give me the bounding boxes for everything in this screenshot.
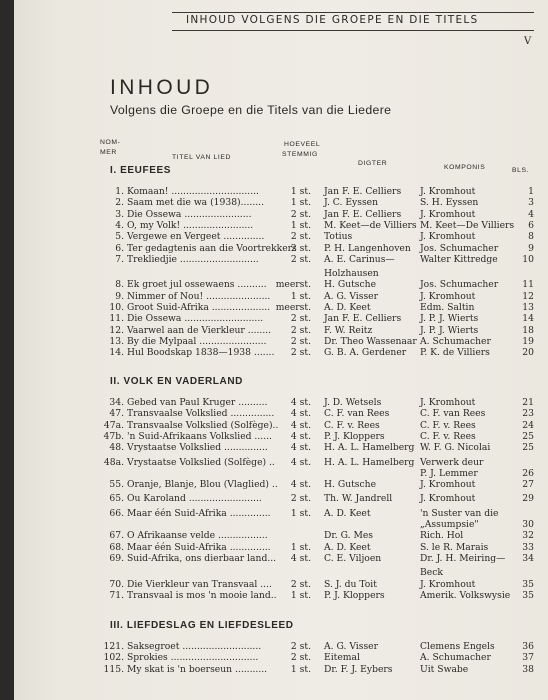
column-header-nommer-1: NOM- [100, 139, 121, 146]
composer-name: J. Kromhout [420, 231, 476, 243]
composer-name: J. Kromhout [420, 493, 476, 505]
song-title: 'n Suid-Afrikaans Volkslied ...... [127, 430, 272, 442]
poet-name: Totius [324, 231, 353, 243]
toc-row [14, 336, 548, 347]
stanza-count: 4 st. [290, 430, 311, 442]
toc-row [14, 519, 548, 530]
composer-name: 'n Suster van die [420, 507, 499, 519]
page-ref: 36 [522, 641, 534, 652]
page-title: INHOUD [110, 76, 214, 99]
song-title: Suid-Afrika, ons dierbaar land... [127, 552, 277, 564]
stanza-count: 2 st. [290, 242, 311, 254]
poet-name: F. W. Reitz [324, 324, 373, 336]
stanza-count: 2 st. [290, 335, 311, 347]
song-title: Vaarwel aan de Vierkleur ........ [127, 324, 272, 336]
poet-name: P. J. Kloppers [324, 430, 385, 442]
composer-name: W. F. G. Nicolai [420, 442, 491, 454]
song-number: 34. [109, 397, 124, 408]
poet-name: Eitemal [324, 652, 360, 664]
page-ref: 10 [522, 253, 534, 265]
toc-row [14, 397, 548, 408]
page-ref: 29 [522, 493, 534, 505]
composer-name: M. Keet—De Villiers [420, 219, 515, 231]
toc-row [14, 268, 548, 279]
toc-row [14, 590, 548, 601]
composer-name: S. H. Eyssen [420, 197, 479, 209]
song-title: Saam met die wa (1938)........ [127, 197, 264, 209]
poet-name: A. E. Carinus— [324, 253, 395, 265]
page-ref: 23 [522, 408, 534, 420]
toc-row [14, 579, 548, 590]
poet-name: J. C. Eyssen [324, 197, 379, 209]
composer-name: Beck [420, 567, 443, 579]
composer-name: Jos. Schumacher [420, 242, 499, 254]
song-number: 10. [109, 302, 124, 313]
column-header-titel: TITEL VAN LIED [172, 154, 232, 161]
poet-name: C. F. van Rees [324, 408, 390, 420]
page-ref: 13 [522, 302, 534, 313]
stanza-count: 2 st. [290, 652, 311, 664]
song-title: O Afrikaanse velde ................. [127, 530, 268, 542]
song-title: Trekliedjie ........................... [127, 253, 259, 265]
composer-name: J. Kromhout [420, 290, 476, 302]
composer-name: S. le R. Marais [420, 541, 489, 553]
stanza-count: 4 st. [290, 408, 311, 420]
toc-row [14, 567, 548, 578]
song-title: Ter gedagtenis aan die Voortrekkers [127, 242, 297, 254]
song-title: Sprokies .............................. [127, 652, 259, 664]
song-title: Hul Boodskap 1838—1938 ....... [127, 347, 275, 359]
stanza-count: 4 st. [290, 442, 311, 454]
stanza-count: meerst. [275, 302, 311, 313]
stanza-count: 2 st. [290, 231, 311, 243]
page-ref: 33 [522, 541, 534, 553]
composer-name: Edm. Saltin [420, 302, 475, 313]
section-heading: III. LIEFDESLAG EN LIEFDESLEED [110, 620, 294, 631]
toc-row [14, 641, 548, 652]
poet-name: H. A. L. Hamelberg [324, 442, 415, 454]
composer-name: Dr. J. H. Meiring— [420, 552, 506, 564]
stanza-count: 4 st. [290, 552, 311, 564]
toc-row [14, 553, 548, 564]
song-title: By die Mylpaal ....................... [127, 335, 267, 347]
toc-row [14, 431, 548, 442]
song-number: 48a. [103, 456, 124, 468]
song-number: 47. [109, 408, 124, 420]
composer-name: J. Kromhout [420, 479, 476, 491]
toc-row [14, 209, 548, 220]
page-ref: 4 [528, 208, 534, 220]
page-ref: 35 [522, 589, 534, 601]
poet-name: S. J. du Toit [324, 578, 377, 590]
poet-name: H. Gutsche [324, 479, 377, 491]
stanza-count: 2 st. [290, 313, 311, 325]
page-subtitle: Volgens die Groepe en die Titels van die Liedere [110, 103, 392, 117]
song-title: Vergewe en Vergeet .............. [127, 231, 265, 243]
stanza-count: 2 st. [290, 253, 311, 265]
poet-name: M. Keet—de Villiers [324, 219, 417, 231]
page-ref: 25 [522, 430, 534, 442]
composer-name: Walter Kittredge [420, 253, 498, 265]
stanza-count: 1 st. [290, 589, 311, 601]
toc-row [14, 493, 548, 504]
poet-name: P. H. Langenhoven [324, 242, 411, 254]
composer-name: C. F. v. Rees [420, 419, 476, 431]
song-title: Ek groet jul ossewaens .......... [127, 279, 267, 291]
poet-name: Jan F. E. Celliers [324, 186, 402, 197]
toc-row [14, 347, 548, 358]
toc-row [14, 220, 548, 231]
stanza-count: 1 st. [290, 186, 311, 197]
song-title: Transvaalse Volkslied ............... [127, 408, 275, 420]
column-header-bls: BLS. [512, 167, 530, 174]
poet-name: P. J. Kloppers [324, 589, 385, 601]
column-header-hoeveel-2: STEMMIG [282, 151, 318, 158]
stanza-count: 1 st. [290, 663, 311, 675]
poet-name: Dr. Theo Wassenaar [324, 335, 417, 347]
stanza-count: 2 st. [290, 208, 311, 220]
running-header: INHOUD VOLGENS DIE GROEPE EN DIE TITELS [186, 14, 479, 26]
song-number: 11. [109, 313, 124, 325]
poet-name: Dr. G. Mes [324, 530, 373, 542]
song-title: Saksegroet ........................... [127, 641, 262, 652]
song-number: 121. [103, 641, 124, 652]
page-ref: 8 [528, 231, 534, 243]
composer-name: J. Kromhout [420, 397, 476, 408]
page-ref: 3 [528, 197, 534, 209]
song-title: O, my Volk! ........................ [127, 219, 254, 231]
composer-name: J. P. J. Wierts [420, 324, 479, 336]
composer-name: J. Kromhout [420, 578, 476, 590]
toc-row [14, 420, 548, 431]
poet-name: Jan F. E. Celliers [324, 208, 402, 220]
toc-row [14, 197, 548, 208]
stanza-count: 2 st. [290, 493, 311, 505]
toc-row [14, 243, 548, 254]
song-number: 47b. [103, 430, 124, 442]
page-ref: 21 [522, 397, 534, 408]
song-title: My skat is 'n boerseun ........... [127, 663, 268, 675]
song-title: Ou Karoland ......................... [127, 493, 262, 505]
stanza-count: 4 st. [290, 456, 311, 468]
page-ref: 35 [522, 578, 534, 590]
page-ref: 32 [522, 530, 534, 542]
song-number: 5. [115, 231, 124, 243]
composer-name: P. J. Lemmer [420, 467, 478, 479]
toc-row [14, 325, 548, 336]
header-rule-bottom [172, 30, 534, 31]
toc-row [14, 542, 548, 553]
page-ref: 12 [522, 290, 534, 302]
toc-row [14, 468, 548, 479]
page-ref: 25 [522, 442, 534, 454]
toc-row [14, 279, 548, 290]
poet-name: J. D. Wetsels [324, 397, 382, 408]
poet-name: A. D. Keet [324, 507, 371, 519]
song-number: 1. [115, 186, 124, 197]
poet-name: C. E. Viljoen [324, 552, 382, 564]
toc-row [14, 442, 548, 453]
page-ref: 38 [522, 663, 534, 675]
composer-name: J. Kromhout [420, 208, 476, 220]
poet-name: Dr. F. J. Eybers [324, 663, 393, 675]
page-ref: 6 [528, 219, 534, 231]
song-title: Nimmer of Nou! ...................... [127, 290, 271, 302]
stanza-count: 2 st. [290, 347, 311, 359]
page-ref: 18 [522, 324, 534, 336]
song-title: Transvaalse Volkslied (Solfège).. [127, 419, 279, 431]
stanza-count: 1 st. [290, 541, 311, 553]
song-number: 71. [109, 589, 124, 601]
poet-name: H. A. L. Hamelberg [324, 456, 415, 468]
song-title: Maar één Suid-Afrika .............. [127, 541, 271, 553]
song-title: Komaan! .............................. [127, 186, 259, 197]
song-title: Maar één Suid-Afrika .............. [127, 507, 271, 519]
composer-name: C. F. v. Rees [420, 430, 476, 442]
composer-name: Uit Swabe [420, 663, 469, 675]
stanza-count: 2 st. [290, 578, 311, 590]
poet-name: Holzhausen [324, 268, 379, 280]
song-number: 102. [103, 652, 124, 664]
toc-row [14, 652, 548, 663]
song-number: 6. [115, 242, 124, 254]
stanza-count: 2 st. [290, 324, 311, 336]
song-title: Groot Suid-Afrika .................... [127, 302, 271, 313]
song-number: 115. [103, 663, 124, 675]
composer-name: Amerik. Volkswysie [420, 589, 511, 601]
song-number: 48. [109, 442, 124, 454]
poet-name: A. G. Visser [324, 641, 378, 652]
page-ref: 11 [522, 279, 534, 291]
page-ref: 14 [522, 313, 534, 325]
stanza-count: 1 st. [290, 507, 311, 519]
song-number: 55. [109, 479, 124, 491]
stanza-count: 1 st. [290, 290, 311, 302]
page-ref: 27 [522, 479, 534, 491]
toc-row [14, 530, 548, 541]
composer-name: Verwerk deur [420, 456, 484, 468]
column-header-hoeveel-1: HOEVEEL [284, 141, 321, 148]
toc-row [14, 457, 548, 468]
poet-name: G. B. A. Gerdener [324, 347, 407, 359]
song-number: 7. [115, 253, 124, 265]
song-title: Transvaal is mos 'n mooie land.. [127, 589, 277, 601]
page-ref: 19 [522, 335, 534, 347]
composer-name: Jos. Schumacher [420, 279, 499, 291]
song-title: Vrystaatse Volkslied (Solfège) .. [127, 456, 275, 468]
toc-row [14, 508, 548, 519]
stanza-count: 1 st. [290, 197, 311, 209]
song-number: 3. [115, 208, 124, 220]
song-number: 69. [109, 552, 124, 564]
stanza-count: 2 st. [290, 641, 311, 652]
page-ref: 26 [522, 467, 534, 479]
song-number: 70. [109, 578, 124, 590]
composer-name: A. Schumacher [420, 652, 491, 664]
song-title: Die Ossewa ....................... [127, 208, 252, 220]
stanza-count: 4 st. [290, 479, 311, 491]
stanza-count: meerst. [275, 279, 311, 291]
page-ref: 30 [522, 519, 534, 530]
column-header-nommer-2: MER [100, 149, 117, 156]
song-title: Oranje, Blanje, Blou (Vlaglied) .. [127, 479, 278, 491]
song-number: 65. [109, 493, 124, 505]
song-title: Vrystaatse Volkslied ............... [127, 442, 268, 454]
composer-name: „Assumpsie" [420, 519, 479, 530]
poet-name: H. Gutsche [324, 279, 377, 291]
song-number: 12. [109, 324, 124, 336]
poet-name: A. D. Keet [324, 541, 371, 553]
song-number: 47a. [103, 419, 124, 431]
composer-name: P. K. de Villiers [420, 347, 490, 359]
poet-name: A. D. Keet [324, 302, 371, 313]
stanza-count: 4 st. [290, 419, 311, 431]
book-page [14, 0, 548, 700]
page-number: V [524, 36, 532, 47]
song-number: 66. [109, 507, 124, 519]
page-ref: 24 [522, 419, 534, 431]
song-number: 2. [115, 197, 124, 209]
stanza-count: 4 st. [290, 397, 311, 408]
composer-name: J. Kromhout [420, 186, 476, 197]
toc-row [14, 231, 548, 242]
poet-name: Jan F. E. Celliers [324, 313, 402, 325]
composer-name: Clemens Engels [420, 641, 495, 652]
toc-row [14, 479, 548, 490]
toc-row [14, 664, 548, 675]
song-number: 14. [109, 347, 124, 359]
song-number: 13. [109, 335, 124, 347]
composer-name: C. F. van Rees [420, 408, 486, 420]
toc-row [14, 313, 548, 324]
page-ref: 20 [522, 347, 534, 359]
poet-name: A. G. Visser [324, 290, 378, 302]
toc-row [14, 291, 548, 302]
page-ref: 9 [528, 242, 534, 254]
toc-row [14, 254, 548, 265]
song-number: 4. [115, 219, 124, 231]
song-title: Die Ossewa ........................... [127, 313, 264, 325]
section-heading: II. VOLK EN VADERLAND [110, 376, 243, 387]
toc-row [14, 186, 548, 197]
composer-name: J. P. J. Wierts [420, 313, 479, 325]
song-number: 9. [115, 290, 124, 302]
header-rule-top [172, 12, 534, 13]
toc-row [14, 302, 548, 313]
page-ref: 1 [528, 186, 534, 197]
section-heading: I. EEUFEES [110, 165, 172, 176]
song-number: 68. [109, 541, 124, 553]
poet-name: Th. W. Jandrell [324, 493, 393, 505]
song-title: Die Vierkleur van Transvaal .... [127, 578, 272, 590]
song-title: Gebed van Paul Kruger .......... [127, 397, 268, 408]
column-header-digter: DIGTER [358, 160, 388, 167]
poet-name: C. F. v. Rees [324, 419, 380, 431]
page-ref: 34 [522, 552, 534, 564]
stanza-count: 1 st. [290, 219, 311, 231]
composer-name: Rich. Hol [420, 530, 464, 542]
composer-name: A. Schumacher [420, 335, 491, 347]
toc-row [14, 408, 548, 419]
column-header-komponis: KOMPONIS [444, 164, 486, 171]
song-number: 8. [115, 279, 124, 291]
page-ref: 37 [522, 652, 534, 664]
song-number: 67. [109, 530, 124, 542]
